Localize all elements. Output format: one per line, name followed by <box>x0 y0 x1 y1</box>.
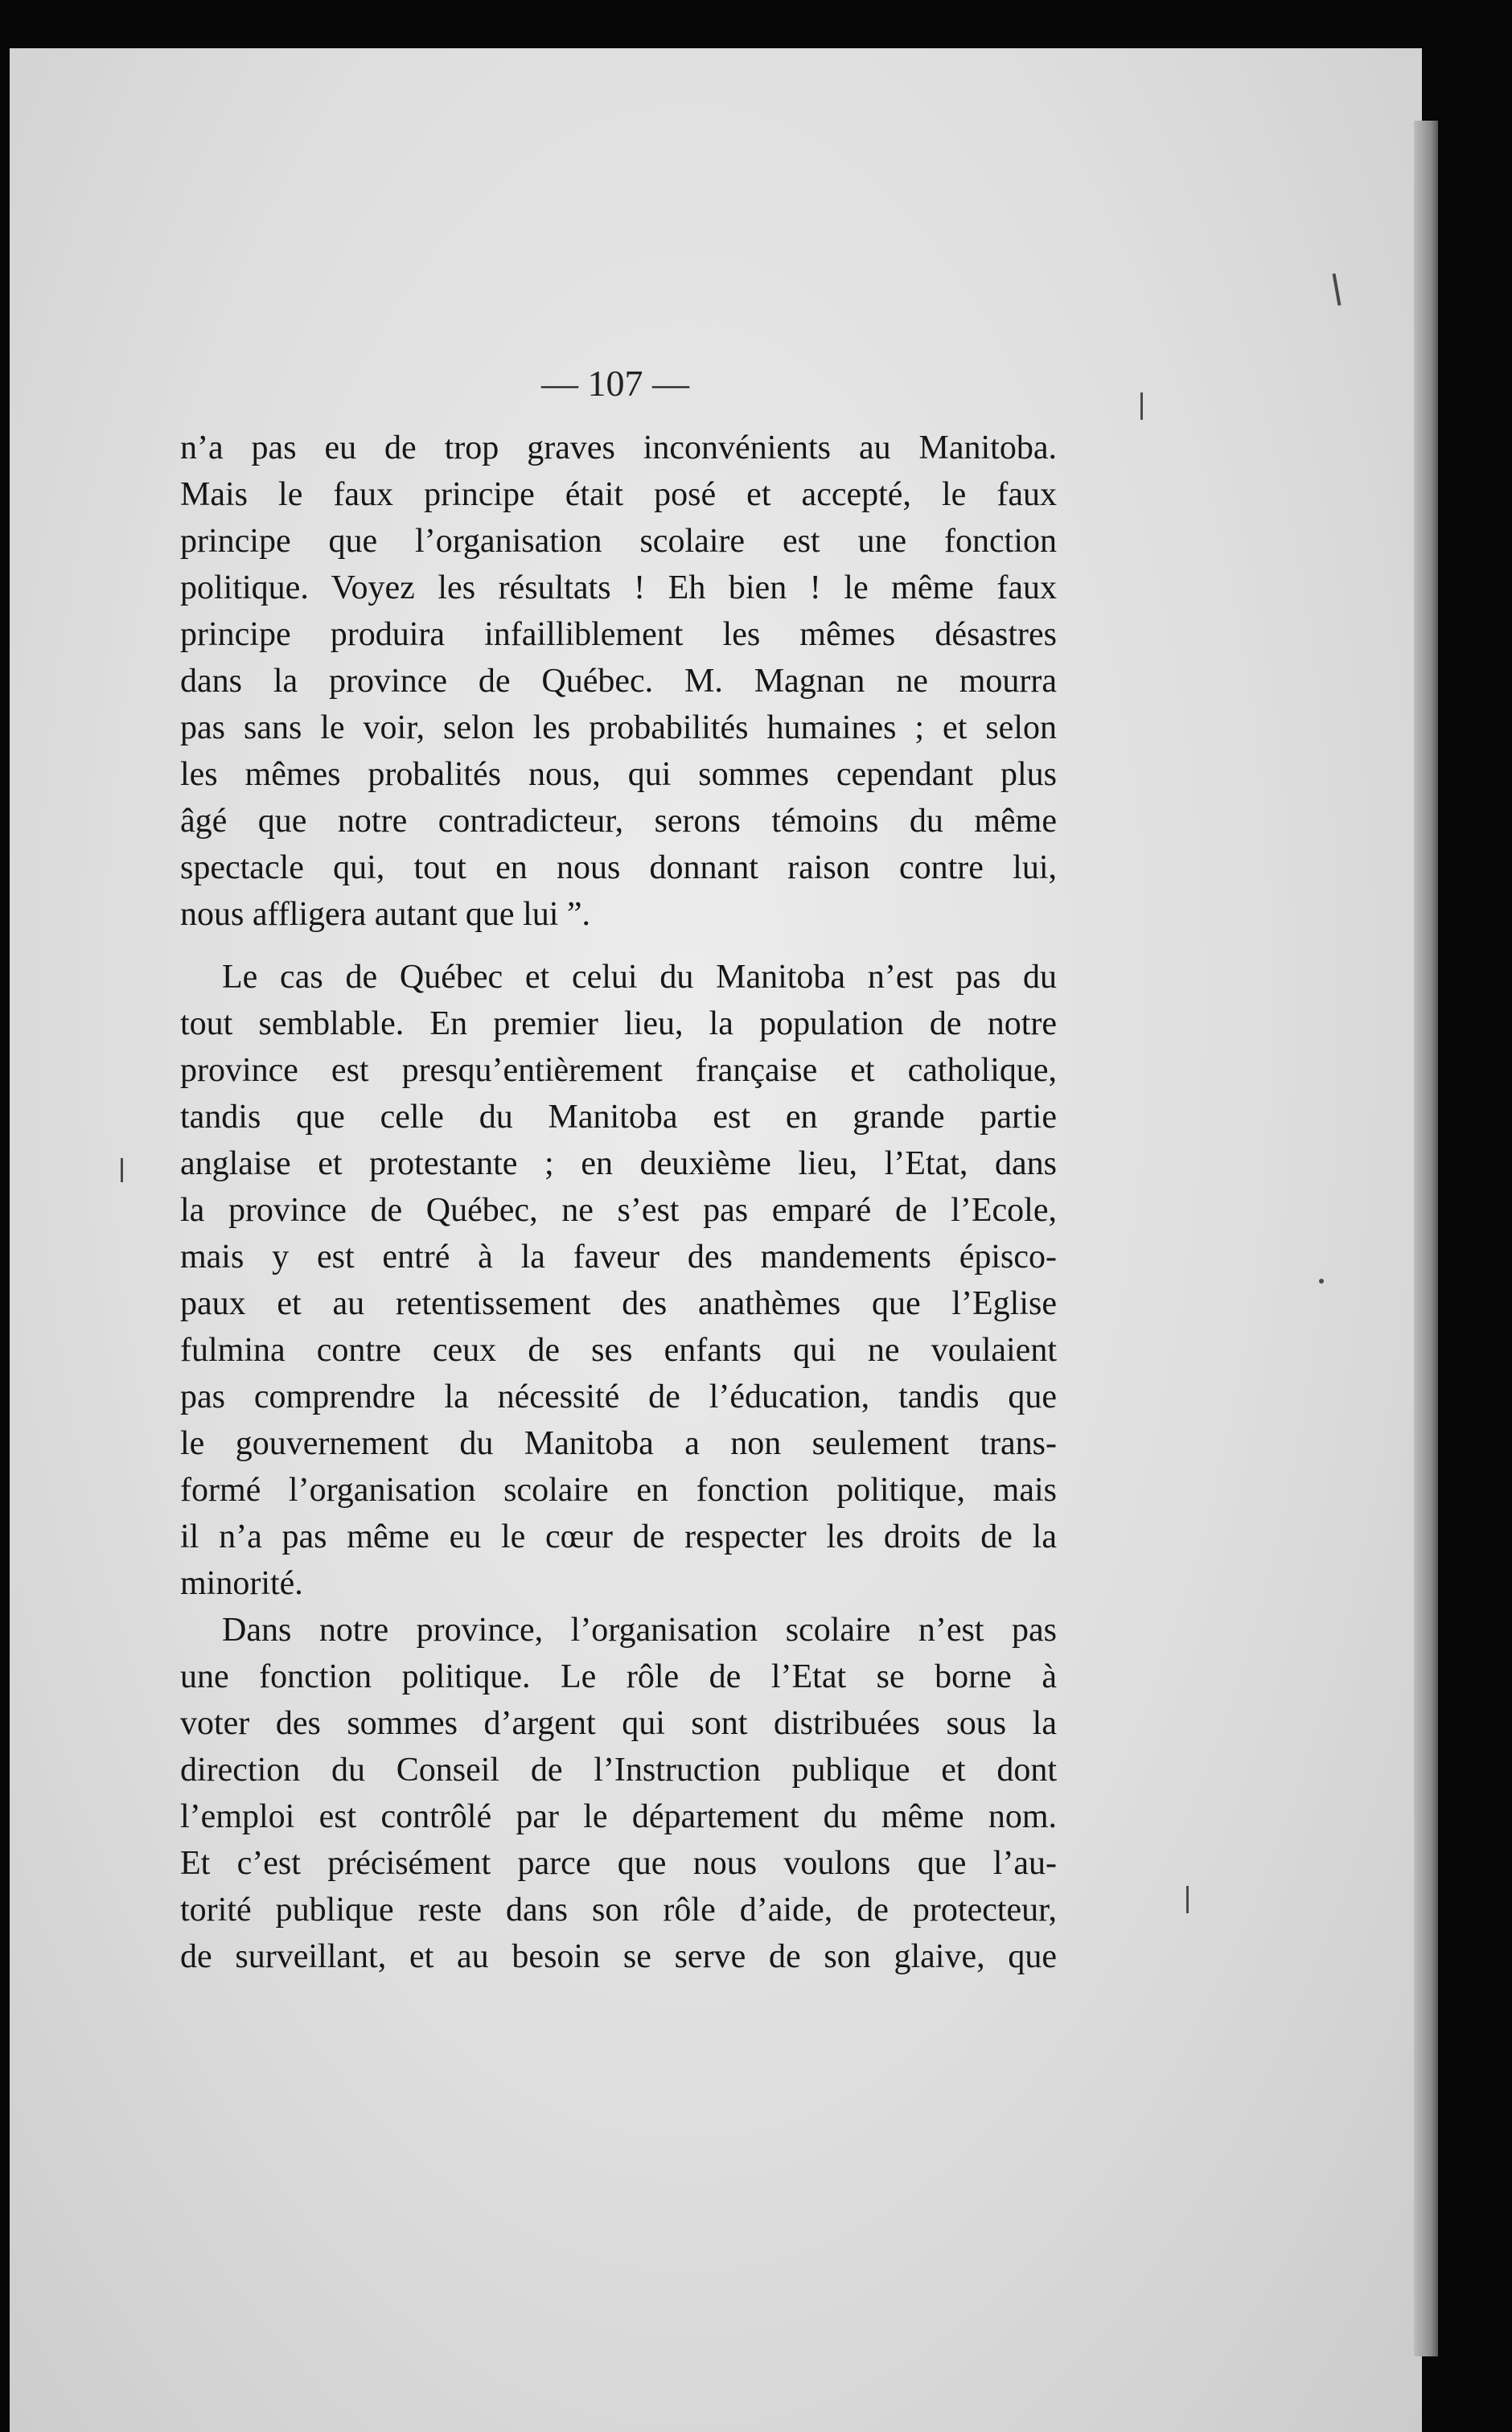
text-line: direction du Conseil de l’Instruction publique et dont <box>180 1752 1057 1789</box>
text-line: Le cas de Québec et celui du Manitoba n’est pas du <box>222 959 1057 996</box>
text-line: minorité. <box>180 1565 303 1602</box>
text-line: principe produira infailliblement les mêmes désastres <box>180 616 1057 653</box>
page-number: — 107 — <box>541 363 689 404</box>
text-line: formé l’organisation scolaire en fonction politique, mais <box>180 1472 1057 1509</box>
body-text <box>180 425 1057 1980</box>
text-line: mais y est entré à la faveur des mandements épisco- <box>180 1239 1057 1276</box>
text-line: paux et au retentissement des anathèmes que l’Eglise <box>180 1285 1057 1322</box>
paragraph-gap <box>180 938 1057 954</box>
text-line: spectacle qui, tout en nous donnant raison contre lui, <box>180 849 1057 886</box>
text-line: l’emploi est contrôlé par le département du même nom. <box>180 1798 1057 1835</box>
text-line: nous affligera autant que lui ”. <box>180 896 591 933</box>
text-line: Dans notre province, l’organisation scolaire n’est pas <box>222 1612 1057 1649</box>
scan-speck <box>1186 1886 1189 1913</box>
text-line: la province de Québec, ne s’est pas emparé de l’Ecole, <box>180 1192 1057 1229</box>
text-line: le gouvernement du Manitoba a non seulement trans- <box>180 1425 1057 1462</box>
text-line: de surveillant, et au besoin se serve de son glaive, que <box>180 1938 1057 1975</box>
text-line: province est presqu’entièrement française et catholique, <box>180 1052 1057 1089</box>
page-edge <box>1414 121 1438 2356</box>
text-line: torité publique reste dans son rôle d’aide, de protecteur, <box>180 1892 1057 1929</box>
text-line: pas comprendre la nécessité de l’éducation, tandis que <box>180 1378 1057 1415</box>
text-line: âgé que notre contradicteur, serons témoins du même <box>180 803 1057 840</box>
text-line: politique. Voyez les résultats ! Eh bien ! le même faux <box>180 569 1057 606</box>
text-line: tandis que celle du Manitoba est en grande partie <box>180 1099 1057 1136</box>
text-line: n’a pas eu de trop graves inconvénients au Manitoba. <box>180 429 1057 466</box>
text-line: il n’a pas même eu le cœur de respecter les droits de la <box>180 1518 1057 1555</box>
scan-speck <box>121 1158 123 1182</box>
scan-speck <box>1319 1279 1324 1284</box>
text-line: tout semblable. En premier lieu, la population de notre <box>180 1005 1057 1042</box>
text-line: Mais le faux principe était posé et accepté, le faux <box>180 476 1057 513</box>
text-line: dans la province de Québec. M. Magnan ne mourra <box>180 663 1057 700</box>
text-line: une fonction politique. Le rôle de l’Etat se borne à <box>180 1658 1057 1695</box>
text-line: Et c’est précisément parce que nous voulons que l’au- <box>180 1845 1057 1882</box>
text-line: fulmina contre ceux de ses enfants qui ne voulaient <box>180 1332 1057 1369</box>
text-line: les mêmes probalités nous, qui sommes cependant plus <box>180 756 1057 793</box>
text-line: anglaise et protestante ; en deuxième lieu, l’Etat, dans <box>180 1145 1057 1182</box>
text-line: voter des sommes d’argent qui sont distribuées sous la <box>180 1705 1057 1742</box>
text-line: pas sans le voir, selon les probabilités humaines ; et selon <box>180 709 1057 746</box>
text-line: principe que l’organisation scolaire est une fonction <box>180 523 1057 560</box>
